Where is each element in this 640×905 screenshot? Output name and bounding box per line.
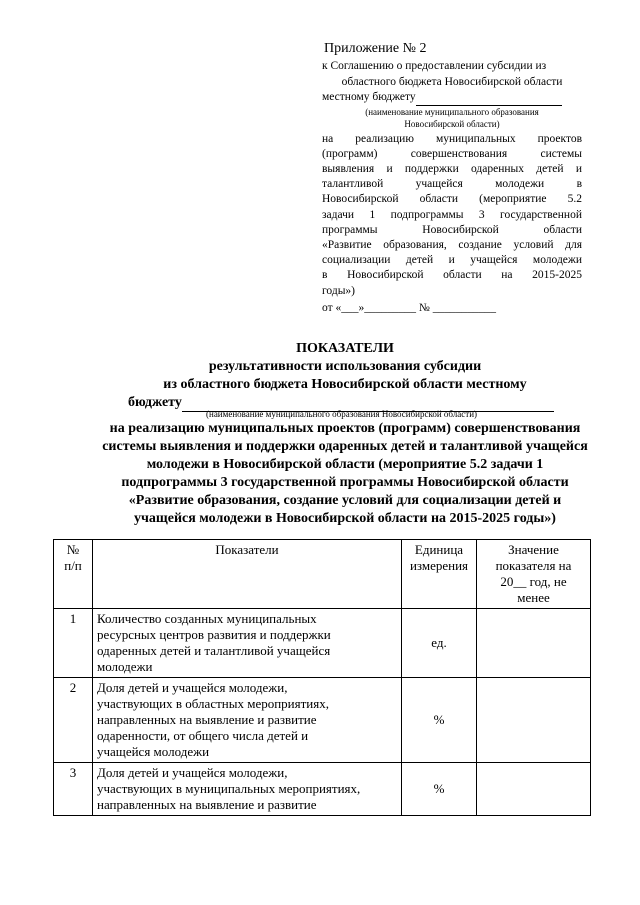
- row-unit: %: [402, 678, 477, 763]
- annex-recipient-caption-1: (наименование муниципального образования: [365, 106, 539, 117]
- annex-recipient-line: [322, 90, 582, 106]
- heading-caption: (наименование муниципального образования Новосибирской области): [206, 409, 478, 419]
- row-value: [477, 763, 591, 816]
- annex-purpose-line: (программ) совершенствования системы: [322, 147, 582, 160]
- table-header-row: [54, 540, 591, 609]
- annex-purpose-line: в Новосибирской области на 2015-2025: [322, 269, 582, 282]
- row-unit: ед.: [402, 609, 477, 678]
- annex-purpose-line: программы Новосибирской области: [322, 223, 582, 236]
- annex-ref-line-1: к Соглашению о предоставлении субсидии из: [322, 60, 547, 72]
- header-num: № п/п: [54, 540, 93, 609]
- annex-purpose-line: выявления и поддержки одаренных детей и: [322, 162, 582, 175]
- annex-purpose-line: годы»): [322, 284, 356, 297]
- row-name: Количество созданных муниципальных ресурсных центров развития и поддержки одаренных детей и талантливой учащейся молодежи: [93, 609, 402, 678]
- annex-title: Приложение № 2: [324, 41, 427, 56]
- heading-purpose-line: на реализацию муниципальных проектов (программ) совершенствования: [109, 421, 581, 436]
- table-row: [54, 678, 591, 763]
- row-unit: %: [402, 763, 477, 816]
- row-name: Доля детей и учащейся молодежи, участвующих в муниципальных мероприятиях, направленных на выявление и развитие: [93, 763, 402, 816]
- annex-date-line: [322, 300, 582, 316]
- table-row: [54, 763, 591, 816]
- annex-ref-line-2: областного бюджета Новосибирской области: [341, 75, 563, 88]
- annex-recipient-label: местному бюджету: [322, 91, 416, 103]
- heading-purpose: [60, 420, 630, 528]
- annex-purpose-line: на реализацию муниципальных проектов: [322, 132, 582, 145]
- heading-purpose-line: «Развитие образования, создание условий для социализации детей и: [128, 493, 562, 508]
- row-name: Доля детей и учащейся молодежи, участвующих в областных мероприятиях, направленных на выявление и развитие одаренности, от общего числа детей и учащейся молодежи: [93, 678, 402, 763]
- header-unit: Единица измерения: [402, 540, 477, 609]
- heading-purpose-line: подпрограммы 3 государственной программы Новосибирской области: [121, 475, 569, 490]
- annex-recipient-blank: [416, 94, 562, 106]
- annex-block: [322, 40, 582, 316]
- heading-title: ПОКАЗАТЕЛИ: [296, 341, 394, 356]
- indicators-table: [53, 539, 591, 816]
- indicators-heading: [60, 340, 630, 394]
- row-value: [477, 678, 591, 763]
- annex-purpose-line: Новосибирской области (мероприятие 5.2: [322, 193, 582, 206]
- table-row: [54, 609, 591, 678]
- annex-purpose-line: «Развитие образования, создание условий для: [322, 238, 582, 251]
- annex-purpose: [322, 132, 582, 299]
- annex-number: № ___________: [418, 301, 496, 314]
- annex-recipient-caption-2: Новосибирской области): [404, 118, 500, 129]
- row-value: [477, 609, 591, 678]
- header-value: Значение показателя на 20__ год, не менее: [477, 540, 591, 609]
- annex-date-from: от «___»_________: [322, 301, 416, 314]
- annex-purpose-line: задачи 1 подпрограммы 3 государственной: [322, 208, 582, 221]
- heading-line: из областного бюджета Новосибирской области местному: [163, 377, 527, 392]
- row-num: 3: [54, 763, 93, 816]
- heading-purpose-line: учащейся молодежи в Новосибирской области на 2015-2025 годы»): [134, 511, 556, 526]
- heading-purpose-line: молодежи в Новосибирской области (мероприятие 5.2 задачи 1: [146, 457, 544, 472]
- header-name: Показатели: [93, 540, 402, 609]
- annex-purpose-line: талантливой учащейся молодежи в: [322, 178, 582, 191]
- heading-purpose-line: системы выявления и поддержки одаренных детей и талантливой учащейся: [102, 439, 588, 454]
- annex-purpose-line: социализации детей и учащейся молодежи: [322, 254, 582, 267]
- heading-budget-label: бюджету: [128, 395, 182, 410]
- heading-line: результативности использования субсидии: [208, 359, 482, 374]
- row-num: 2: [54, 678, 93, 763]
- row-num: 1: [54, 609, 93, 678]
